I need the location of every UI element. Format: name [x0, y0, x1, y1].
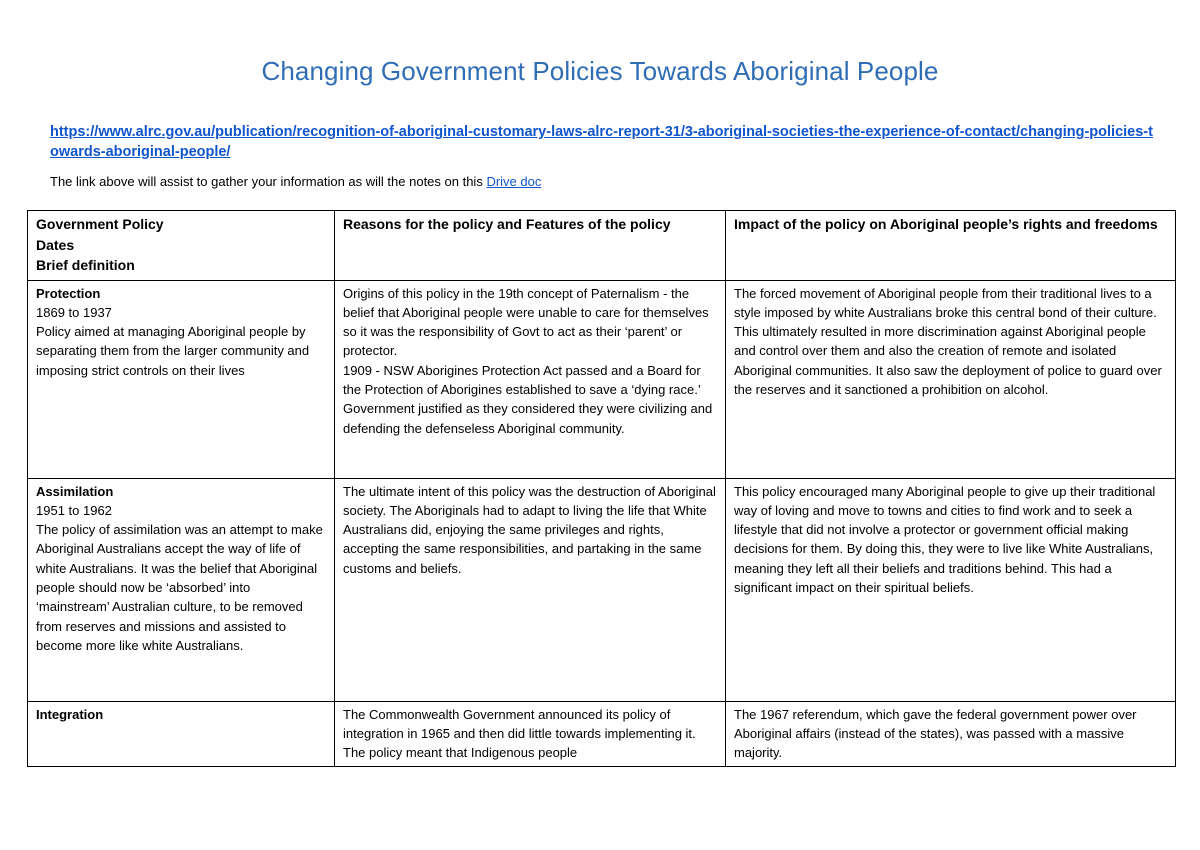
page-title: Changing Government Policies Towards Aboriginal People	[261, 56, 939, 86]
policy-cell	[28, 478, 335, 701]
policy-cell	[28, 280, 335, 478]
impact-cell: This policy encouraged many Aboriginal people to give up their traditional way of loving and move to towns and cities to find work and to seek a lifestyle that did not involve a protector or government official making decisions for them. By doing this, they were to live like White Australians, meaning they left all their beliefs and traditions behind. This had a significant impact on their spiritual beliefs.	[726, 478, 1176, 701]
reasons-cell	[335, 280, 726, 478]
reasons-paragraph: Origins of this policy in the 19th concept of Paternalism - the belief that Aboriginal people were unable to care for themselves so it was the responsibility of Govt to act as their ‘parent’ or protector.	[343, 285, 709, 359]
header-reasons: Reasons for the policy and Features of the policy	[335, 211, 726, 281]
reasons-paragraph: Government justified as they considered they were civilizing and defending the defenseless Aboriginal community.	[343, 401, 713, 436]
drive-doc-link[interactable]: Drive doc	[486, 174, 542, 189]
reference-link-block	[50, 122, 1160, 162]
header-impact: Impact of the policy on Aboriginal people’s rights and freedoms	[726, 211, 1176, 281]
impact-cell: The forced movement of Aboriginal people from their traditional lives to a style imposed by white Australians broke this central bond of their culture. This ultimately resulted in more discrimination against Aboriginal people and control over them and also the creation of remote and isolated Aboriginal communities. It also saw the deployment of police to guard over the reserves and it sanctioned a prohibition on alcohol.	[726, 280, 1176, 478]
impact-cell: The 1967 referendum, which gave the federal government power over Aboriginal affairs (instead of the states), was passed with a massive majority.	[726, 701, 1176, 767]
policy-name: Protection	[36, 285, 101, 301]
reasons-cell	[335, 478, 726, 701]
policy-definition: Policy aimed at managing Aboriginal people by separating them from the larger community and imposing strict controls on their lives	[36, 324, 310, 378]
policy-table	[27, 210, 1176, 767]
instruction-note-text: The link above will assist to gather your information as will the notes on this	[50, 174, 487, 189]
header-government-policy	[28, 211, 335, 281]
table-row	[28, 701, 1176, 767]
policy-definition: The policy of assimilation was an attempt to make Aboriginal Australians accept the way of life of white Australians. It was the belief that Aboriginal people should now be ‘absorbed’ into ‘mainstream’ Australian culture, to be removed from reserves and missions and assisted to become more like white Australians.	[36, 522, 323, 653]
reasons-paragraph: The ultimate intent of this policy was the destruction of Aboriginal society. The Aboriginals had to adapt to living the life that White Australians did, enjoying the same privileges and rights, accepting the same responsibilities, and partaking in the same customs and beliefs.	[343, 483, 716, 576]
table-row	[28, 280, 1176, 478]
table-header-row	[28, 211, 1176, 281]
policy-name: Assimilation	[36, 483, 114, 499]
table-row	[28, 478, 1176, 701]
policy-dates: 1951 to 1962	[36, 502, 112, 518]
reasons-cell	[335, 701, 726, 767]
instruction-note	[50, 173, 1150, 191]
policy-cell	[28, 701, 335, 767]
reasons-paragraph: 1909 - NSW Aborigines Protection Act passed and a Board for the Protection of Aborigines established to save a ‘dying race.’	[343, 362, 701, 397]
reference-link[interactable]: https://www.alrc.gov.au/publication/recognition-of-aboriginal-customary-laws-alrc-report-31/3-aboriginal-societies-the-experience-of-contact/changing-policies-towards-aboriginal-people/	[50, 124, 1153, 160]
header-line-policy: Government Policy	[36, 216, 164, 232]
header-line-definition: Brief definition	[36, 257, 135, 273]
reasons-paragraph: The Commonwealth Government announced its policy of integration in 1965 and then did little towards implementing it. The policy meant that Indigenous people	[343, 706, 696, 761]
policy-name: Integration	[36, 706, 104, 722]
policy-dates: 1869 to 1937	[36, 304, 112, 320]
header-line-dates: Dates	[36, 236, 75, 253]
